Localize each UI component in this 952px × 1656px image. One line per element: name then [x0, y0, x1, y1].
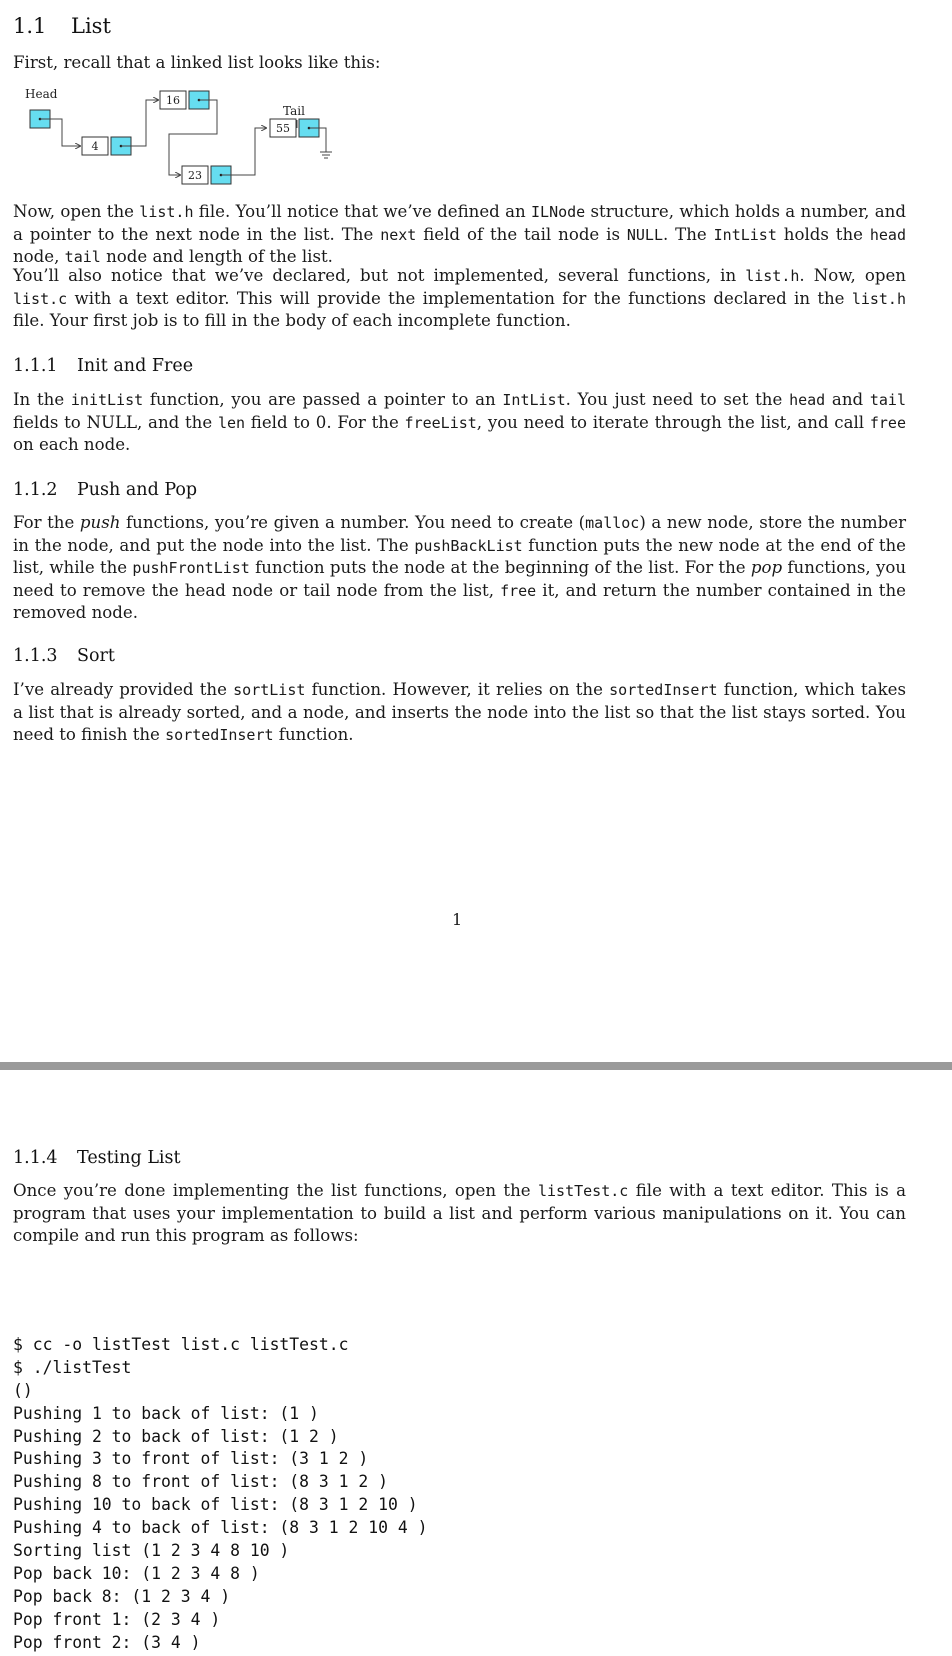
paragraph-list-h: Now, open the list.h file. You’ll notice that we’ve defined an ILNode structure, which holds a number, and a pointer to the next node in the list. The next field of the tail node is NULL. The IntList holds the head node, tail node and length of the list.: [13, 202, 906, 266]
tail-label: Tail: [283, 104, 305, 118]
page-separator: [0, 1062, 952, 1070]
page-number: 1: [452, 910, 463, 929]
list-node-55: [270, 119, 332, 158]
terminal-line: Sorting list (1 2 3 4 8 10 ): [13, 1541, 290, 1561]
terminal-line: Pushing 4 to back of list: (8 3 1 2 10 4 ): [13, 1518, 428, 1538]
paragraph-push-pop: For the push functions, you’re given a number. You need to create (malloc) a new node, store the number in the node, and put the node into the list. The pushBackList function puts the new node at the end of the list, while the pushFrontList function puts the node at the beginning of the list. For the pop functions, you need to remove the head node or tail node from the list, free it, and return the number contained in the removed node.: [13, 513, 907, 622]
list-node-4: [82, 100, 158, 155]
intro-paragraph: First, recall that a linked list looks like this:: [13, 53, 381, 72]
terminal-line: $ cc -o listTest list.c listTest.c: [13, 1335, 349, 1354]
node-value-16: 16: [166, 94, 180, 107]
subsection-heading-push-pop: 1.1.2 Push and Pop: [13, 480, 198, 500]
section-number: 1.1: [13, 14, 47, 38]
node-value-23: 23: [188, 169, 202, 182]
terminal-line: Pushing 3 to front of list: (3 1 2 ): [13, 1449, 369, 1469]
terminal-line: Pushing 8 to front of list: (8 3 1 2 ): [13, 1472, 388, 1492]
list-node-16: [160, 91, 217, 175]
linked-list-diagram: [22, 88, 352, 198]
terminal-line: Pushing 2 to back of list: (1 2 ): [13, 1426, 339, 1446]
terminal-line: Pop back 8: (1 2 3 4 ): [13, 1586, 231, 1606]
list-node-23: [182, 128, 266, 184]
subsection-heading-testing: 1.1.4 Testing List: [13, 1148, 181, 1168]
paragraph-list-c: You’ll also notice that we’ve declared, but not implemented, several functions, in list.h. Now, open list.c with a text editor. This will provide the implementation for the functions declared in the list.h file. Your first job is to fill in the body of each incomplete function.: [13, 266, 906, 330]
node-value-55: 55: [276, 122, 290, 135]
subsection-heading-sort: 1.1.3 Sort: [13, 646, 115, 666]
terminal-line: Pushing 1 to back of list: (1 ): [13, 1403, 319, 1423]
paragraph-init-free: In the initList function, you are passed a pointer to an IntList. You just need to set the head and tail fields to NULL, and the len field to 0. For the freeList, you need to iterate through the list, and call free on each node.: [13, 390, 906, 454]
terminal-line: Pop front 1: (2 3 4 ): [13, 1609, 221, 1629]
terminal-line: Pop front 2: (3 4 ): [13, 1632, 201, 1652]
section-heading: [13, 14, 111, 38]
terminal-line: Pop back 10: (1 2 3 4 8 ): [13, 1563, 260, 1583]
paragraph-testing: Once you’re done implementing the list functions, open the listTest.c file with a text editor. This is a program that uses your implementation to build a list and perform various manipulations on it. You can compile and run this program as follows:: [13, 1181, 906, 1245]
terminal-line: Pushing 10 to back of list: (8 3 1 2 10 ): [13, 1495, 418, 1515]
section-title: List: [71, 14, 111, 38]
head-pointer: [30, 110, 80, 146]
paragraph-sort: I’ve already provided the sortList function. However, it relies on the sortedInsert function, which takes a list that is already sorted, and a node, and inserts the node into the list so that the list stays sorted. You need to finish the sortedInsert function.: [13, 680, 906, 744]
head-label: Head: [25, 88, 58, 101]
terminal-line: $ ./listTest: [13, 1357, 132, 1377]
terminal-line: (): [13, 1380, 33, 1400]
node-value-4: 4: [91, 140, 99, 153]
subsection-heading-init-free: 1.1.1 Init and Free: [13, 356, 194, 376]
terminal-output: [13, 1334, 427, 1654]
